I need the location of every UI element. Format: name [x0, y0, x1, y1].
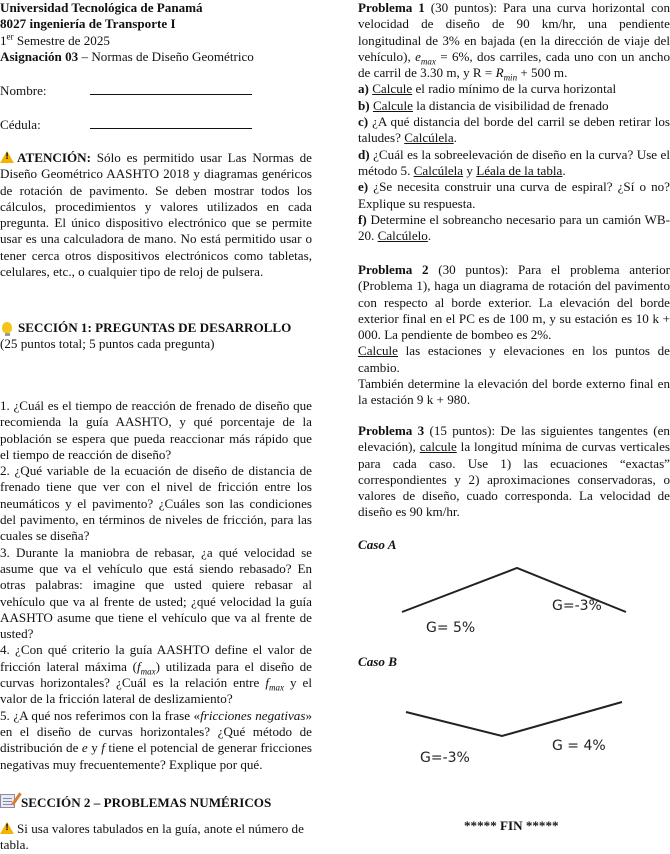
- course-name: 8027 ingeniería de Transporte I: [0, 16, 176, 32]
- problem-1-c: c) ¿A qué distancia del borde del carril se deben retirar los taludes? Calcúlela.: [358, 114, 670, 146]
- problem-1-intro: Problema 1 (30 puntos): Para una curva horizontal con velocidad de diseño de 90 km/hr, una pendiente longitudinal de 3% en bajada (en la dirección de viaje del vehículo), $e_{max} = 6\%$, dos carriles, cada uno con un ancho de carril de 3.30 m, y $R = R_{min} + 500$ m.: [358, 0, 670, 83]
- case-b-tangents: [406, 702, 622, 736]
- case-a-grade-1: G= 5%: [426, 620, 476, 636]
- problem-2-also: También determine la elevación del borde externo final en la estación 9 k + 980.: [358, 376, 670, 408]
- section2-note: !Si usa valores tabulados en la guía, anote el número de tabla.: [0, 821, 312, 854]
- problem-2-calc: Calcule las estaciones y elevaciones en los puntos de cambio.: [358, 343, 670, 375]
- cedula-field[interactable]: [0, 116, 252, 133]
- question-2: 2. ¿Qué variable de la ecuación de diseño de distancia de frenado tiene que ver con el nivel de fricción entre los neumáticos y el pavimento? ¿Cuáles son las condiciones del pavimento, en términos de niveles de fricción, para las cuales se diseña?: [0, 463, 312, 544]
- case-a-label: Caso A: [358, 537, 397, 552]
- header-block: [0, 0, 312, 65]
- warning-icon: [0, 822, 14, 834]
- questions-list: [0, 398, 312, 773]
- memo-icon: [0, 794, 15, 808]
- section1-subtitle: (25 puntos total; 5 puntos cada pregunta): [0, 336, 215, 352]
- case-b-grade-1: G=-3%: [420, 750, 470, 766]
- case-b-grade-2: G = 4%: [552, 738, 606, 754]
- cedula-label: Cédula:: [0, 117, 41, 132]
- case-b-diagram: [390, 700, 640, 770]
- lightbulb-icon: [2, 322, 12, 333]
- name-label: Nombre:: [0, 83, 47, 98]
- name-field[interactable]: [0, 82, 252, 99]
- name-line[interactable]: [90, 82, 252, 95]
- case-a-diagram: [390, 560, 640, 650]
- section1-header: [0, 320, 312, 353]
- end-marker: ***** FIN *****: [464, 818, 559, 833]
- section1-title: SECCIÓN 1: PREGUNTAS DE DESARROLLO: [18, 320, 292, 335]
- problem-3: [358, 423, 670, 521]
- problem-1: [358, 0, 670, 244]
- section2-title: SECCIÓN 2 – PROBLEMAS NUMÉRICOS: [21, 795, 272, 810]
- question-5: 5. ¿A qué nos referimos con la frase «fricciones negativas» en el diseño de curvas horizontales? ¿Qué método de distribución de e y f tiene el potencial de generar fricciones negativas muy frecuentemente? Explique por qué.: [0, 707, 312, 772]
- cedula-line[interactable]: [90, 116, 252, 129]
- section2-header: [0, 794, 312, 811]
- problem-1-e: e) ¿Se necesita construir una curva de espiral? ¿Sí o no? Explique su respuesta.: [358, 179, 670, 211]
- question-3: 3. Durante la maniobra de rebasar, ¿a qué velocidad se asume que va el vehículo que está siendo rebasado? En otras palabras: imagine que usted quiere rebasar al vehículo que va al frente de usted; ¿qué velocidad la guía AASHTO asume que tiene el vehículo que va al frente de usted?: [0, 544, 312, 642]
- problem-1-f: f) Determine el sobreancho necesario para un camión WB-20. Calcúlelo.: [358, 211, 670, 244]
- question-1: 1. ¿Cuál es el tiempo de reacción de frenado de diseño que recomienda la guía AASHTO, y qué porcentaje de la población se espera que pueda reaccionar más rápido que el tiempo de reacción de diseño?: [0, 398, 312, 462]
- problem-1-b: b) Calcule la distancia de visibilidad de frenado: [358, 97, 609, 113]
- question-4: 4. ¿Con qué criterio la guía AASHTO define el valor de fricción lateral máxima $(f_{max})$ utilizada para el diseño de curvas horizontales? ¿Cuál es la relación entre $f_{max}$ y el valor de la fricción lateral de deslizamiento?: [0, 642, 312, 707]
- problem-1-a: a) Calcule el radio mínimo de la curva horizontal: [358, 81, 617, 97]
- problem-2-text: Problema 2 (30 puntos): Para el problema anterior (Problema 1), haga un diagrama de rotación del pavimento con respecto al borde exterior. La elevación del borde exterior final en el PC es de 100 m, y su estación es 10 k + 000. La pendiente de bombeo es 2%.: [358, 262, 670, 343]
- problem-2: [358, 262, 670, 409]
- case-a-grade-2: G=-3%: [552, 598, 602, 614]
- attention-label: ATENCIÓN:: [17, 150, 91, 165]
- attention-paragraph: [0, 150, 312, 280]
- case-b-label: Caso B: [358, 654, 397, 669]
- problem-1-d: d) ¿Cuál es la sobreelevación de diseño en la curva? Use el método 5. Calcúlela y Léala de la tabla.: [358, 146, 670, 178]
- university-name: Universidad Tecnológica de Panamá: [0, 0, 203, 15]
- semester: 1er Semestre de 2025: [0, 31, 110, 48]
- assignment-title: Asignación 03 – Normas de Diseño Geométrico: [0, 48, 254, 64]
- warning-icon: [0, 151, 14, 163]
- attention-text: Sólo es permitido usar Las Normas de Diseño Geométrico AASHTO 2018 y diagramas genéricos de rotación de pavimento. Se deben mostrar todos los cálculos, procedimientos y valores utilizados en cada pregunta. El único dispositivo electrónico que se permite usar es una calculadora de mano. No está permitido usar o tener cerca otros dispositivos electrónicos como tabletas, celulares, etc., o cualquier tipo de reloj de pulsera.: [0, 150, 312, 280]
- problem-3-text: Problema 3 (15 puntos): De las siguientes tangentes (en elevación), calcule la longitud mínima de curvas verticales para cada caso. Use 1) las ecuaciones “exactas” correspondientes y 2) aproximaciones conservadoras, o valores de diseño, cuado corresponda. La velocidad de diseño es 90 km/hr.: [358, 423, 670, 520]
